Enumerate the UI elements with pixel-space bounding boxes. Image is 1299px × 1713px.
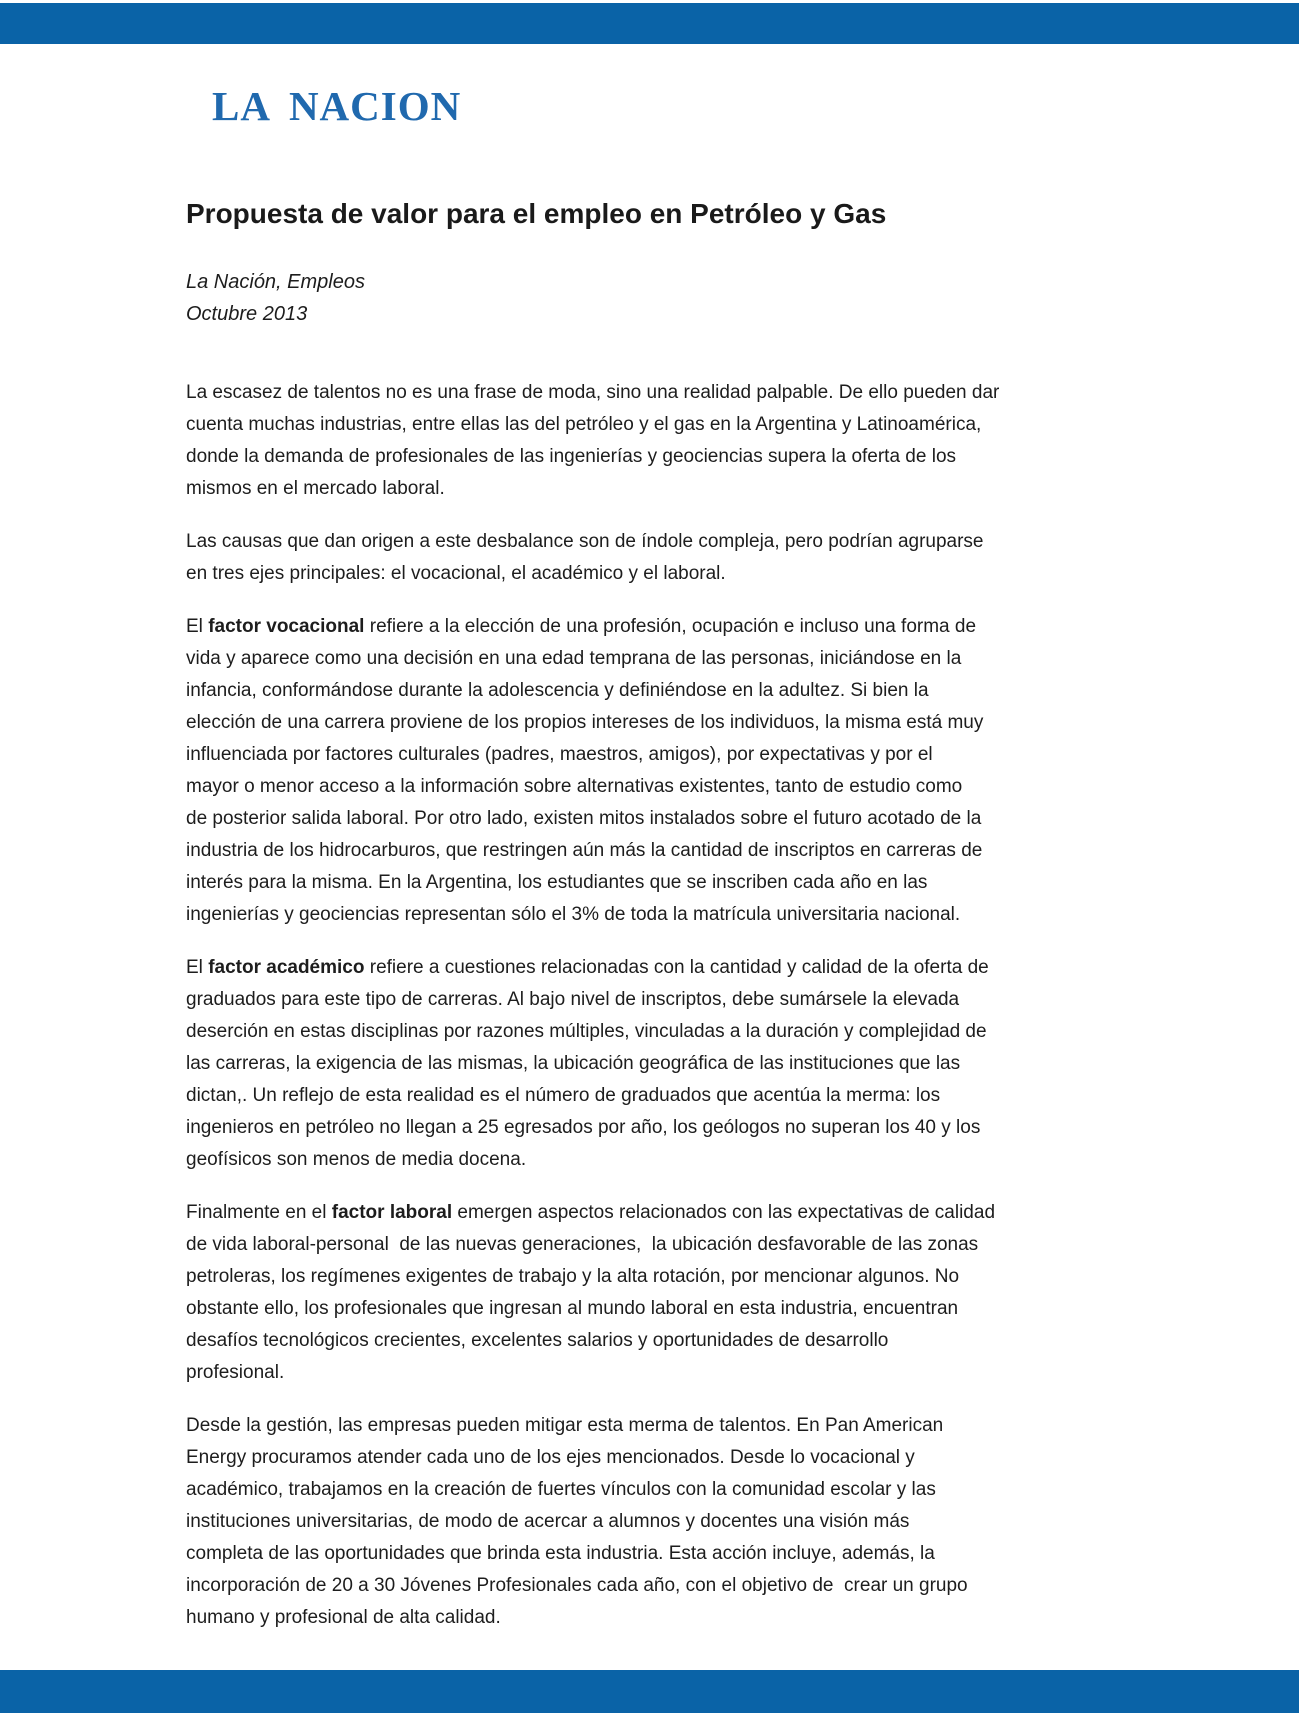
text-line: académico, trabajamos en la creación de fuertes vínculos con la comunidad escolar y las xyxy=(186,1479,936,1500)
article-source: La Nación, Empleos xyxy=(186,271,365,293)
article-title: Propuesta de valor para el empleo en Petróleo y Gas xyxy=(186,198,887,229)
text-line: ingenierías y geociencias representan sólo el 3% de toda la matrícula universitaria nacional. xyxy=(186,904,961,925)
article-date: Octubre 2013 xyxy=(186,303,308,325)
text-line: El factor vocacional refiere a la elección de una profesión, ocupación e incluso una forma de xyxy=(186,616,977,637)
text-line: obstante ello, los profesionales que ingresan al mundo laboral en esta industria, encuentran xyxy=(186,1298,959,1319)
text-line: influenciada por factores culturales (padres, maestros, amigos), por expectativas y por el xyxy=(186,744,933,765)
text-line: de posterior salida laboral. Por otro lado, existen mitos instalados sobre el futuro acotado de la xyxy=(186,808,982,829)
text-line: vida y aparece como una decisión en una edad temprana de las personas, iniciándose en la xyxy=(186,648,962,669)
text-line: La escasez de talentos no es una frase de moda, sino una realidad palpable. De ello pueden dar xyxy=(186,382,1000,403)
text-line: Energy procuramos atender cada uno de los ejes mencionados. Desde lo vocacional y xyxy=(186,1447,915,1468)
text-line: en tres ejes principales: el vocacional, el académico y el laboral. xyxy=(186,563,726,584)
text-line: deserción en estas disciplinas por razones múltiples, vinculadas a la duración y complejidad de xyxy=(186,1021,987,1042)
article-body xyxy=(186,377,999,1655)
bottom-bar xyxy=(0,1670,1299,1713)
text-line: mayor o menor acceso a la información sobre alternativas existentes, tanto de estudio como xyxy=(186,776,963,797)
text-line: interés para la misma. En la Argentina, los estudiantes que se inscriben cada año en las xyxy=(186,872,928,893)
text-line: instituciones universitarias, de modo de acercar a alumnos y docentes una visión más xyxy=(186,1511,910,1532)
paragraph xyxy=(186,952,999,1176)
text-line: petroleras, los regímenes exigentes de trabajo y la alta rotación, por mencionar algunos. No xyxy=(186,1266,960,1287)
text-line: El factor académico refiere a cuestiones relacionadas con la cantidad y calidad de la oferta de xyxy=(186,957,989,978)
text-line: industria de los hidrocarburos, que restringen aún más la cantidad de inscriptos en carreras de xyxy=(186,840,983,861)
paragraph xyxy=(186,1410,999,1634)
paragraph xyxy=(186,526,999,590)
text-line: incorporación de 20 a 30 Jóvenes Profesionales cada año, con el objetivo de crear un grupo xyxy=(186,1575,968,1596)
page-content xyxy=(186,0,1146,1713)
text-line: Las causas que dan origen a este desbalance son de índole compleja, pero podrían agruparse xyxy=(186,531,984,552)
text-line: las carreras, la exigencia de las mismas, la ubicación geográfica de las instituciones que las xyxy=(186,1053,961,1074)
text-line: donde la demanda de profesionales de las ingenierías y geociencias supera la oferta de los xyxy=(186,446,957,467)
paragraph xyxy=(186,611,999,931)
text-line: desafíos tecnológicos crecientes, excelentes salarios y oportunidades de desarrollo xyxy=(186,1330,889,1351)
text-line: Finalmente en el factor laboral emergen aspectos relacionados con las expectativas de calidad xyxy=(186,1202,996,1223)
text-line: de vida laboral-personal de las nuevas generaciones, la ubicación desfavorable de las zonas xyxy=(186,1234,979,1255)
text-line: infancia, conformándose durante la adolescencia y definiéndose en la adultez. Si bien la xyxy=(186,680,929,701)
text-line: elección de una carrera proviene de los propios intereses de los individuos, la misma está muy xyxy=(186,712,984,733)
text-line: cuenta muchas industrias, entre ellas las del petróleo y el gas en la Argentina y Latinoamérica, xyxy=(186,414,982,435)
paragraph xyxy=(186,377,999,505)
text-line: ingenieros en petróleo no llegan a 25 egresados por año, los geólogos no superan los 40 y los xyxy=(186,1117,981,1138)
text-line: humano y profesional de alta calidad. xyxy=(186,1607,501,1628)
text-line: dictan,. Un reflejo de esta realidad es el número de graduados que acentúa la merma: los xyxy=(186,1085,941,1106)
text-line: Desde la gestión, las empresas pueden mitigar esta merma de talentos. En Pan American xyxy=(186,1415,944,1436)
text-line: mismos en el mercado laboral. xyxy=(186,478,445,499)
text-line: geofísicos son menos de media docena. xyxy=(186,1149,527,1170)
text-line: completa de las oportunidades que brinda esta industria. Esta acción incluye, además, la xyxy=(186,1543,935,1564)
la-nacion-logo: LA NACION xyxy=(212,83,462,129)
paragraph xyxy=(186,1197,999,1389)
text-line: graduados para este tipo de carreras. Al bajo nivel de inscriptos, debe sumársele la elevada xyxy=(186,989,960,1010)
text-line: profesional. xyxy=(186,1362,285,1383)
